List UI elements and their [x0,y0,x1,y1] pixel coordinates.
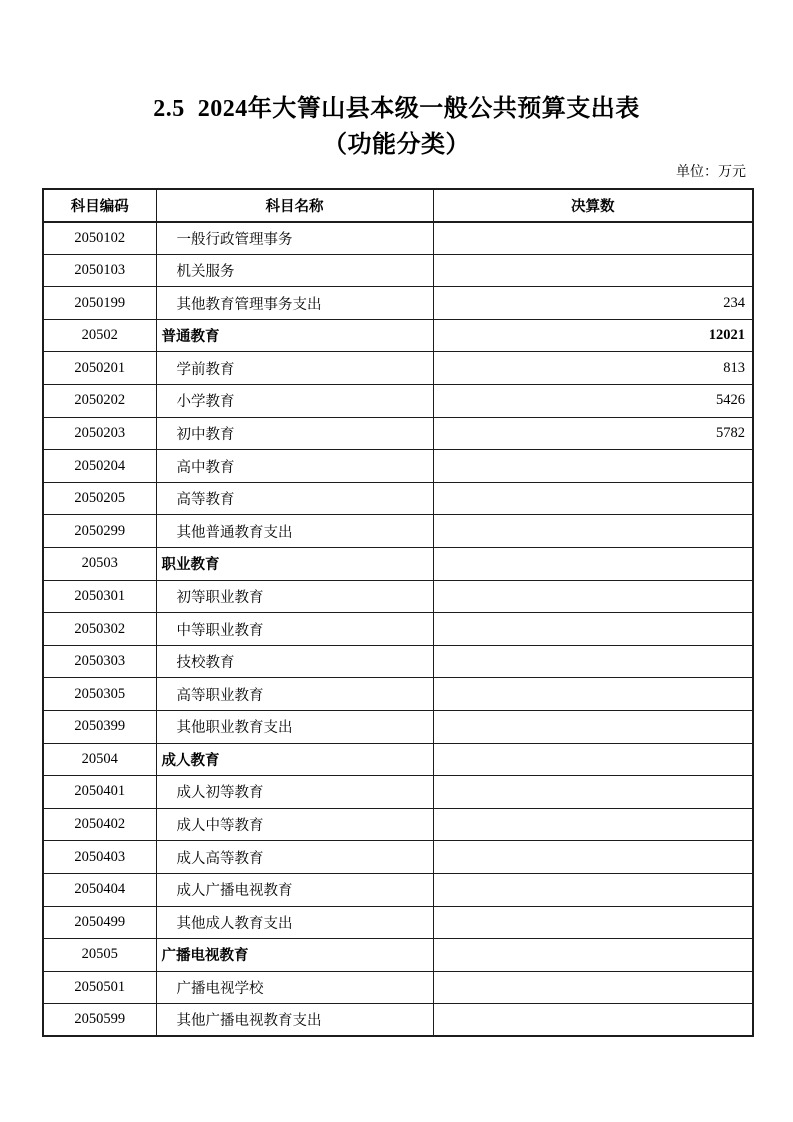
final-amount [433,808,753,841]
final-amount [433,515,753,548]
final-amount [433,613,753,646]
subject-code: 2050303 [43,645,156,678]
final-amount [433,450,753,483]
table-row [43,808,753,841]
column-header-final-amount: 决算数 [433,189,753,222]
table-row [43,254,753,287]
subject-code: 2050302 [43,613,156,646]
table-row [43,678,753,711]
final-amount: 813 [433,352,753,385]
table-row [43,645,753,678]
subject-name: 成人高等教育 [156,841,433,874]
subject-code: 2050203 [43,417,156,450]
final-amount: 12021 [433,319,753,352]
table-row [43,287,753,320]
subject-code: 2050201 [43,352,156,385]
final-amount [433,743,753,776]
subject-name: 成人教育 [156,743,433,776]
page-title: 2.5 2024年大箐山县本级一般公共预算支出表 [153,96,640,122]
final-amount [433,222,753,255]
table-row [43,776,753,809]
subject-code: 2050199 [43,287,156,320]
table-section-row [43,743,753,776]
subject-code: 2050299 [43,515,156,548]
table-row [43,385,753,418]
table-row [43,352,753,385]
subject-name: 高等职业教育 [156,678,433,711]
subject-code: 2050403 [43,841,156,874]
final-amount [433,711,753,744]
subject-code: 2050202 [43,385,156,418]
subject-name: 其他教育管理事务支出 [156,287,433,320]
subject-code: 2050205 [43,482,156,515]
table-row [43,906,753,939]
subject-code: 20504 [43,743,156,776]
table-header-row [43,189,753,222]
subject-code: 2050501 [43,971,156,1004]
table-row [43,971,753,1004]
subject-code: 20502 [43,319,156,352]
table-section-row [43,548,753,581]
subject-name: 其他职业教育支出 [156,711,433,744]
subject-name: 其他普通教育支出 [156,515,433,548]
subject-name: 高中教育 [156,450,433,483]
final-amount [433,971,753,1004]
table-section-row [43,939,753,972]
page-subtitle: （功能分类） [323,132,470,158]
table-section-row [43,319,753,352]
table-row [43,1004,753,1037]
final-amount: 5782 [433,417,753,450]
subject-code: 2050399 [43,711,156,744]
final-amount: 234 [433,287,753,320]
subject-name: 普通教育 [156,319,433,352]
final-amount [433,841,753,874]
subject-name: 小学教育 [156,385,433,418]
table-row [43,873,753,906]
final-amount [433,873,753,906]
subject-name: 初中教育 [156,417,433,450]
table-row [43,482,753,515]
table-row [43,417,753,450]
subject-name: 其他成人教育支出 [156,906,433,939]
table-row [43,613,753,646]
final-amount: 5426 [433,385,753,418]
subject-code: 2050305 [43,678,156,711]
subject-name: 学前教育 [156,352,433,385]
subject-name: 技校教育 [156,645,433,678]
subject-code: 20503 [43,548,156,581]
final-amount [433,580,753,613]
subject-code: 2050301 [43,580,156,613]
table-row [43,222,753,255]
final-amount [433,1004,753,1037]
subject-name: 成人中等教育 [156,808,433,841]
final-amount [433,678,753,711]
subject-code: 2050499 [43,906,156,939]
table-row [43,711,753,744]
final-amount [433,548,753,581]
column-header-subject-code: 科目编码 [43,189,156,222]
subject-code: 2050401 [43,776,156,809]
subject-code: 20505 [43,939,156,972]
final-amount [433,776,753,809]
subject-name: 成人广播电视教育 [156,873,433,906]
subject-name: 职业教育 [156,548,433,581]
subject-name: 机关服务 [156,254,433,287]
subject-name: 广播电视教育 [156,939,433,972]
final-amount [433,645,753,678]
subject-code: 2050404 [43,873,156,906]
column-header-subject-name: 科目名称 [156,189,433,222]
final-amount [433,254,753,287]
subject-name: 一般行政管理事务 [156,222,433,255]
table-row [43,515,753,548]
table-row [43,841,753,874]
final-amount [433,906,753,939]
unit-note: 单位：万元 [676,165,746,180]
subject-name: 成人初等教育 [156,776,433,809]
subject-code: 2050102 [43,222,156,255]
table-row [43,580,753,613]
budget-table [42,188,754,1037]
subject-code: 2050204 [43,450,156,483]
subject-name: 广播电视学校 [156,971,433,1004]
table-row [43,450,753,483]
subject-code: 2050402 [43,808,156,841]
subject-code: 2050599 [43,1004,156,1037]
subject-code: 2050103 [43,254,156,287]
final-amount [433,939,753,972]
subject-name: 高等教育 [156,482,433,515]
final-amount [433,482,753,515]
subject-name: 中等职业教育 [156,613,433,646]
subject-name: 其他广播电视教育支出 [156,1004,433,1037]
subject-name: 初等职业教育 [156,580,433,613]
